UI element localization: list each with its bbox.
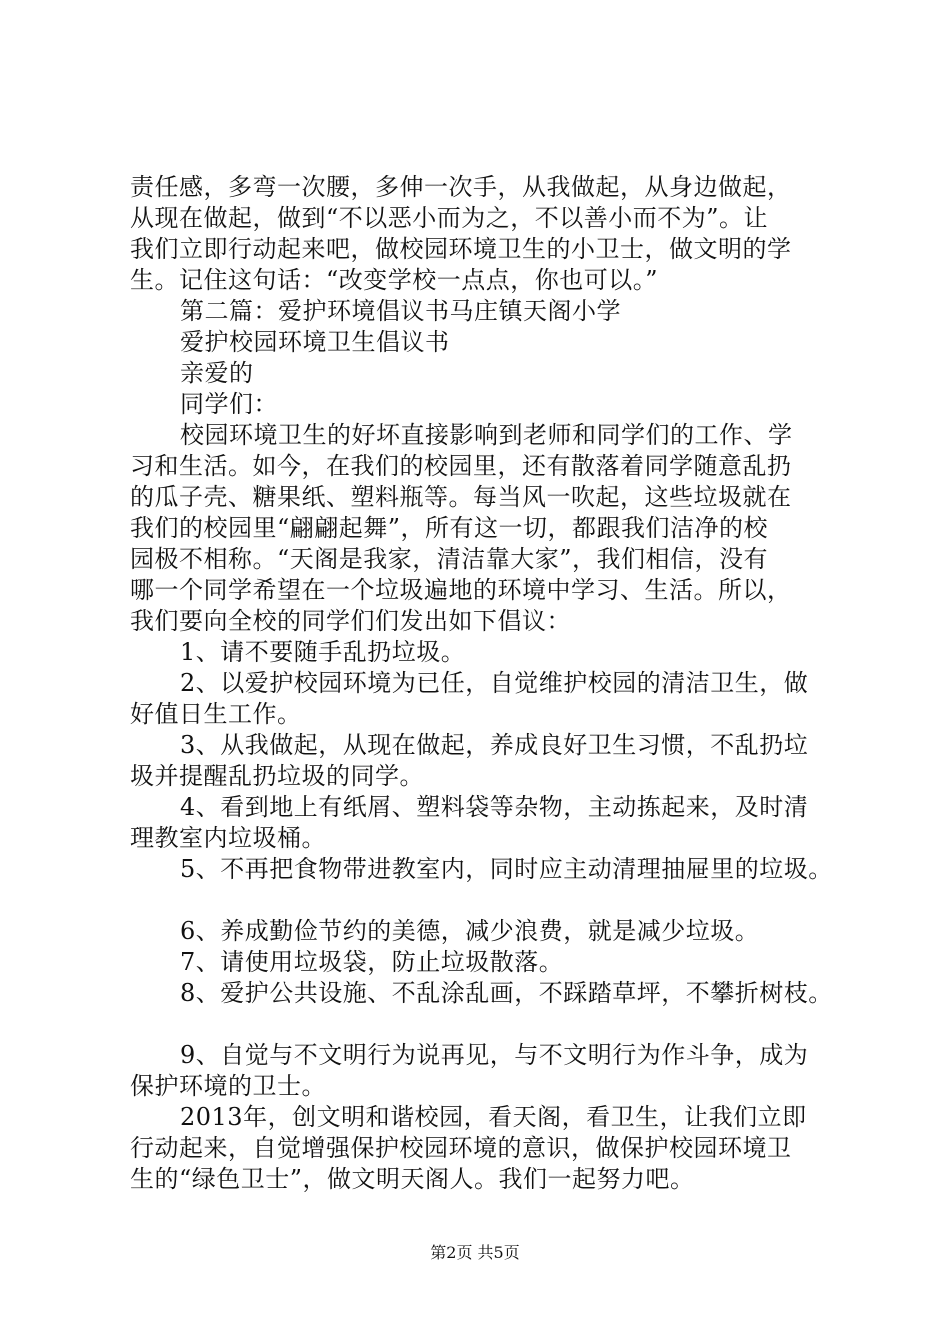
list-item: 4、看到地上有纸屑、塑料袋等杂物，主动拣起来，及时清 xyxy=(180,793,809,821)
text-line: 保护环境的卫士。 xyxy=(130,1072,326,1100)
text-line: 习和生活。如今，在我们的校园里，还有散落着同学随意乱扔 xyxy=(130,452,792,480)
blank-line xyxy=(130,885,850,916)
page-number-footer: 第2页 共5页 xyxy=(430,1243,520,1262)
salutation-line: 同学们： xyxy=(180,390,278,418)
list-item: 1、请不要随手乱扔垃圾。 xyxy=(180,638,466,666)
text-line: 责任感，多弯一次腰，多伸一次手，从我做起，从身边做起， xyxy=(130,173,792,201)
list-item: 9、自觉与不文明行为说再见，与不文明行为作斗争，成为 xyxy=(180,1041,809,1069)
text-line: 生的“绿色卫士”，做文明天阁人。我们一起努力吧。 xyxy=(130,1165,695,1193)
text-line: 理教室内垃圾桶。 xyxy=(130,824,326,852)
text-line: 哪一个同学希望在一个垃圾遍地的环境中学习、生活。所以， xyxy=(130,576,792,604)
text-line: 好值日生工作。 xyxy=(130,700,302,728)
text-line: 我们的校园里“翩翩起舞”，所有这一切，都跟我们洁净的校 xyxy=(130,514,769,542)
document-title: 爱护校园环境卫生倡议书 xyxy=(180,328,450,356)
list-item: 7、请使用垃圾袋，防止垃圾散落。 xyxy=(180,948,564,976)
text-line: 我们立即行动起来吧，做校园环境卫生的小卫士，做文明的学 xyxy=(130,235,792,263)
document-body xyxy=(130,172,850,1195)
list-item: 5、不再把食物带进教室内，同时应主动清理抽屉里的垃圾。 xyxy=(180,855,833,883)
text-line: 园极不相称。“天阁是我家，清洁靠大家”，我们相信，没有 xyxy=(130,545,769,573)
list-item: 3、从我做起，从现在做起，养成良好卫生习惯，不乱扔垃 xyxy=(180,731,809,759)
text-line: 从现在做起，做到“不以恶小而为之，不以善小而不为”。让 xyxy=(130,204,769,232)
list-item: 8、爱护公共设施、不乱涂乱画，不踩踏草坪，不攀折树枝。 xyxy=(180,979,833,1007)
text-line: 行动起来，自觉增强保护校园环境的意识，做保护校园环境卫 xyxy=(130,1134,792,1162)
section-heading: 第二篇：爱护环境倡议书马庄镇天阁小学 xyxy=(180,297,621,325)
text-line: 的瓜子壳、糖果纸、塑料瓶等。每当风一吹起，这些垃圾就在 xyxy=(130,483,792,511)
text-line: 我们要向全校的同学们们发出如下倡议： xyxy=(130,607,571,635)
paragraph-start: 校园环境卫生的好坏直接影响到老师和同学们的工作、学 xyxy=(180,421,793,449)
text-line: 圾并提醒乱扔垃圾的同学。 xyxy=(130,762,424,790)
blank-line xyxy=(130,1009,850,1040)
salutation-line: 亲爱的 xyxy=(180,359,254,387)
paragraph-start: 2013年，创文明和谐校园，看天阁，看卫生，让我们立即 xyxy=(180,1103,807,1131)
text-line: 生。记住这句话：“改变学校一点点，你也可以。” xyxy=(130,266,659,294)
list-item: 6、养成勤俭节约的美德，减少浪费，就是减少垃圾。 xyxy=(180,917,760,945)
list-item: 2、以爱护校园环境为已任，自觉维护校园的清洁卫生，做 xyxy=(180,669,809,697)
